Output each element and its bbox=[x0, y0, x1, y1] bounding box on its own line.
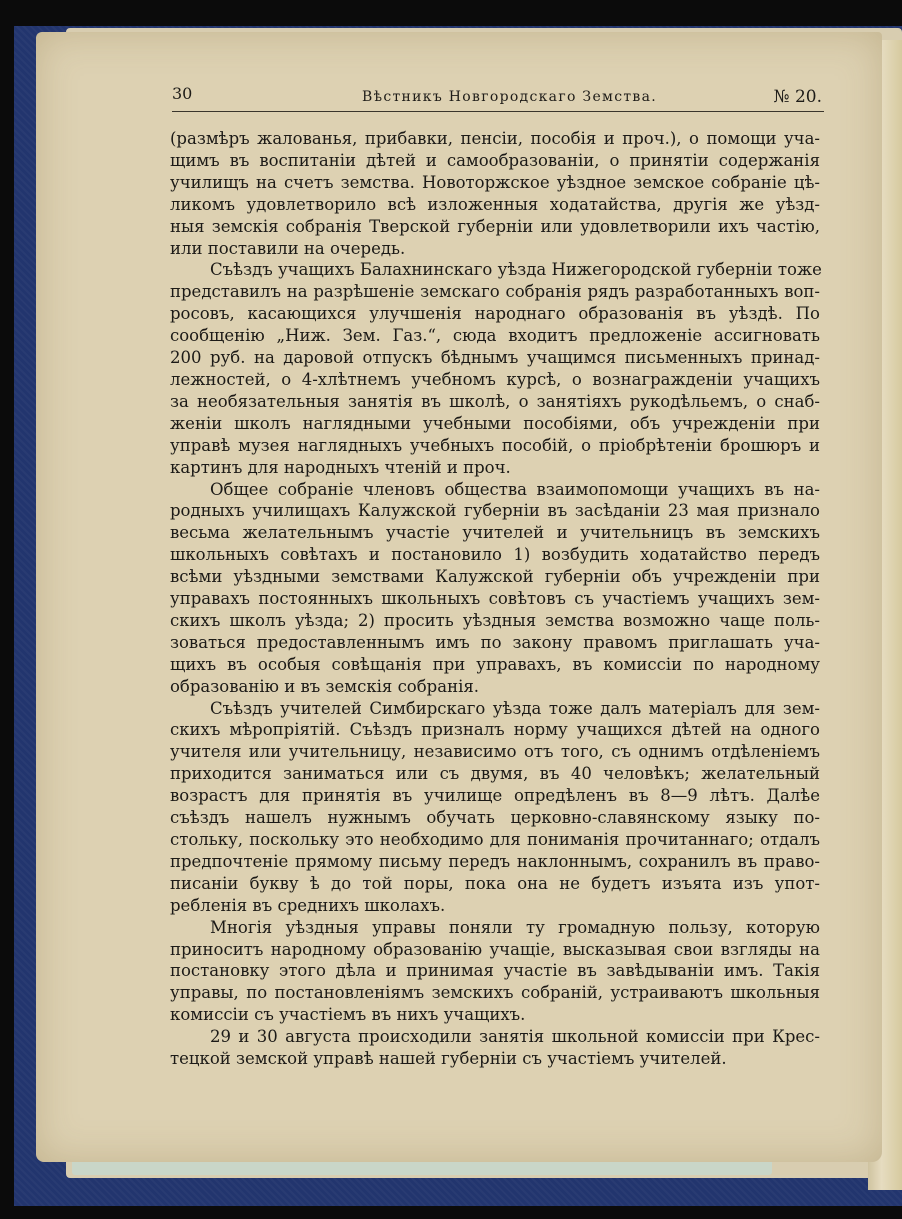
text-line: Общее собраніе членовъ общества взаимопомощи учащихъ въ на- bbox=[210, 479, 820, 499]
running-title: Вѣстникъ Новгородскаго Земства. bbox=[362, 89, 657, 105]
text-line: ребленія въ среднихъ школахъ. bbox=[170, 895, 446, 915]
text-line: щимъ въ воспитаніи дѣтей и самообразованіи, о принятіи содержанія bbox=[170, 150, 820, 170]
text-line: лежностей, о 4-хлѣтнемъ учебномъ курсѣ, о вознагражденіи учащихъ bbox=[170, 369, 820, 389]
paragraph bbox=[170, 698, 820, 917]
text-line: школьныхъ совѣтахъ и постановило 1) возбудить ходатайство передъ bbox=[170, 545, 820, 565]
text-line: приноситъ народному образованію учащіе, высказывая свои взгляды на bbox=[170, 939, 820, 959]
text-line: зоваться предоставленнымъ имъ по закону правомъ приглашать уча- bbox=[170, 632, 820, 652]
text-line: училищъ на счетъ земства. Новоторжское уѣздное земское собраніе цѣ- bbox=[170, 172, 820, 192]
page-number: 30 bbox=[172, 84, 193, 103]
text-line: 29 и 30 августа происходили занятія школьной комиссіи при Крес- bbox=[210, 1027, 820, 1047]
text-line: росовъ, касающихся улучшенія народнаго образованія въ уѣздѣ. По bbox=[170, 304, 820, 324]
text-line: ныя земскія собранія Тверской губерніи или удовлетворили ихъ частію, bbox=[170, 216, 820, 236]
text-line: Многія уѣздныя управы поняли ту громадную пользу, которую bbox=[210, 917, 820, 937]
paragraph bbox=[170, 128, 820, 259]
text-line: писаніи букву ѣ до той поры, пока она не будетъ изъята изъ упот- bbox=[170, 873, 820, 893]
text-line: Съѣздъ учителей Симбирскаго уѣзда тоже далъ матеріалъ для зем- bbox=[210, 698, 820, 718]
text-line: управѣ музея наглядныхъ учебныхъ пособій, о пріобрѣтеніи брошюръ и bbox=[170, 435, 820, 455]
text-line: управахъ постоянныхъ школьныхъ совѣтовъ съ участіемъ учащихъ зем- bbox=[170, 589, 820, 609]
text-line: или поставили на очередь. bbox=[170, 238, 406, 258]
text-line: приходится заниматься или съ двумя, въ 40 человѣкъ; желательный bbox=[170, 764, 820, 784]
text-line: картинъ для народныхъ чтеній и проч. bbox=[170, 457, 511, 477]
text-line: сообщенію „Ниж. Зем. Газ.“, сюда входитъ предложеніе ассигновать bbox=[170, 326, 820, 346]
issue-number: № 20. bbox=[773, 87, 822, 107]
text-line: комиссіи съ участіемъ въ нихъ учащихъ. bbox=[170, 1005, 526, 1025]
text-line: съѣздъ нашелъ нужнымъ обучать церковно-славянскому языку по- bbox=[170, 808, 820, 828]
text-line: скихъ мѣропріятій. Съѣздъ призналъ норму учащихся дѣтей на одного bbox=[170, 720, 820, 740]
text-line: ликомъ удовлетворило всѣ изложенныя ходатайства, другія же уѣзд- bbox=[170, 194, 820, 214]
header-rule bbox=[172, 111, 824, 112]
text-line: скихъ школъ уѣзда; 2) просить уѣздныя земства возможно чаще поль- bbox=[170, 610, 820, 630]
text-line: стольку, поскольку это необходимо для пониманія прочитаннаго; отдалъ bbox=[170, 830, 820, 849]
paragraph bbox=[170, 1026, 820, 1070]
paragraph bbox=[170, 479, 820, 698]
text-line: представилъ на разрѣшеніе земскаго собранія рядъ разработанныхъ воп- bbox=[170, 282, 820, 302]
text-line: весьма желательнымъ участіе учителей и учительницъ въ земскихъ bbox=[170, 523, 820, 543]
text-line: щихъ въ особыя совѣщанія при управахъ, въ комиссіи по народному bbox=[170, 654, 820, 674]
text-line: женіи школъ наглядными учебными пособіями, объ учрежденіи при bbox=[170, 413, 820, 433]
text-line: 200 руб. на даровой отпускъ бѣднымъ учащимся письменныхъ принад- bbox=[170, 348, 820, 368]
text-line: предпочтеніе прямому письму передъ наклоннымъ, сохранилъ въ право- bbox=[170, 851, 820, 871]
text-line: Съѣздъ учащихъ Балахнинскаго уѣзда Нижегородской губерніи тоже bbox=[210, 260, 822, 280]
text-line: тецкой земской управѣ нашей губерніи съ участіемъ учителей. bbox=[170, 1049, 727, 1069]
text-line: возрастъ для принятія въ училище опредѣленъ въ 8—9 лѣтъ. Далѣе bbox=[170, 786, 820, 806]
text-line: родныхъ училищахъ Калужской губерніи въ засѣданіи 23 мая признало bbox=[170, 501, 820, 521]
text-line: управы, по постановленіямъ земскихъ собраній, устраиваютъ школьныя bbox=[170, 983, 820, 1003]
paragraph bbox=[170, 917, 820, 1027]
text-line: постановку этого дѣла и принимая участіе въ завѣдываніи имъ. Такія bbox=[170, 961, 820, 981]
text-line: образованію и въ земскія собранія. bbox=[170, 676, 480, 696]
text-line: всѣми уѣздными земствами Калужской губерніи объ учрежденіи при bbox=[170, 567, 820, 587]
paragraph bbox=[170, 259, 820, 478]
text-line: учителя или учительницу, независимо отъ того, съ однимъ отдѣленіемъ bbox=[170, 742, 820, 762]
text-line: за необязательныя занятія въ школѣ, о занятіяхъ рукодѣльемъ, о снаб- bbox=[170, 391, 820, 411]
article-body bbox=[170, 128, 820, 1070]
text-line: (размѣръ жалованья, прибавки, пенсіи, пособія и проч.), о помощи уча- bbox=[170, 129, 820, 148]
page-header bbox=[172, 84, 822, 114]
